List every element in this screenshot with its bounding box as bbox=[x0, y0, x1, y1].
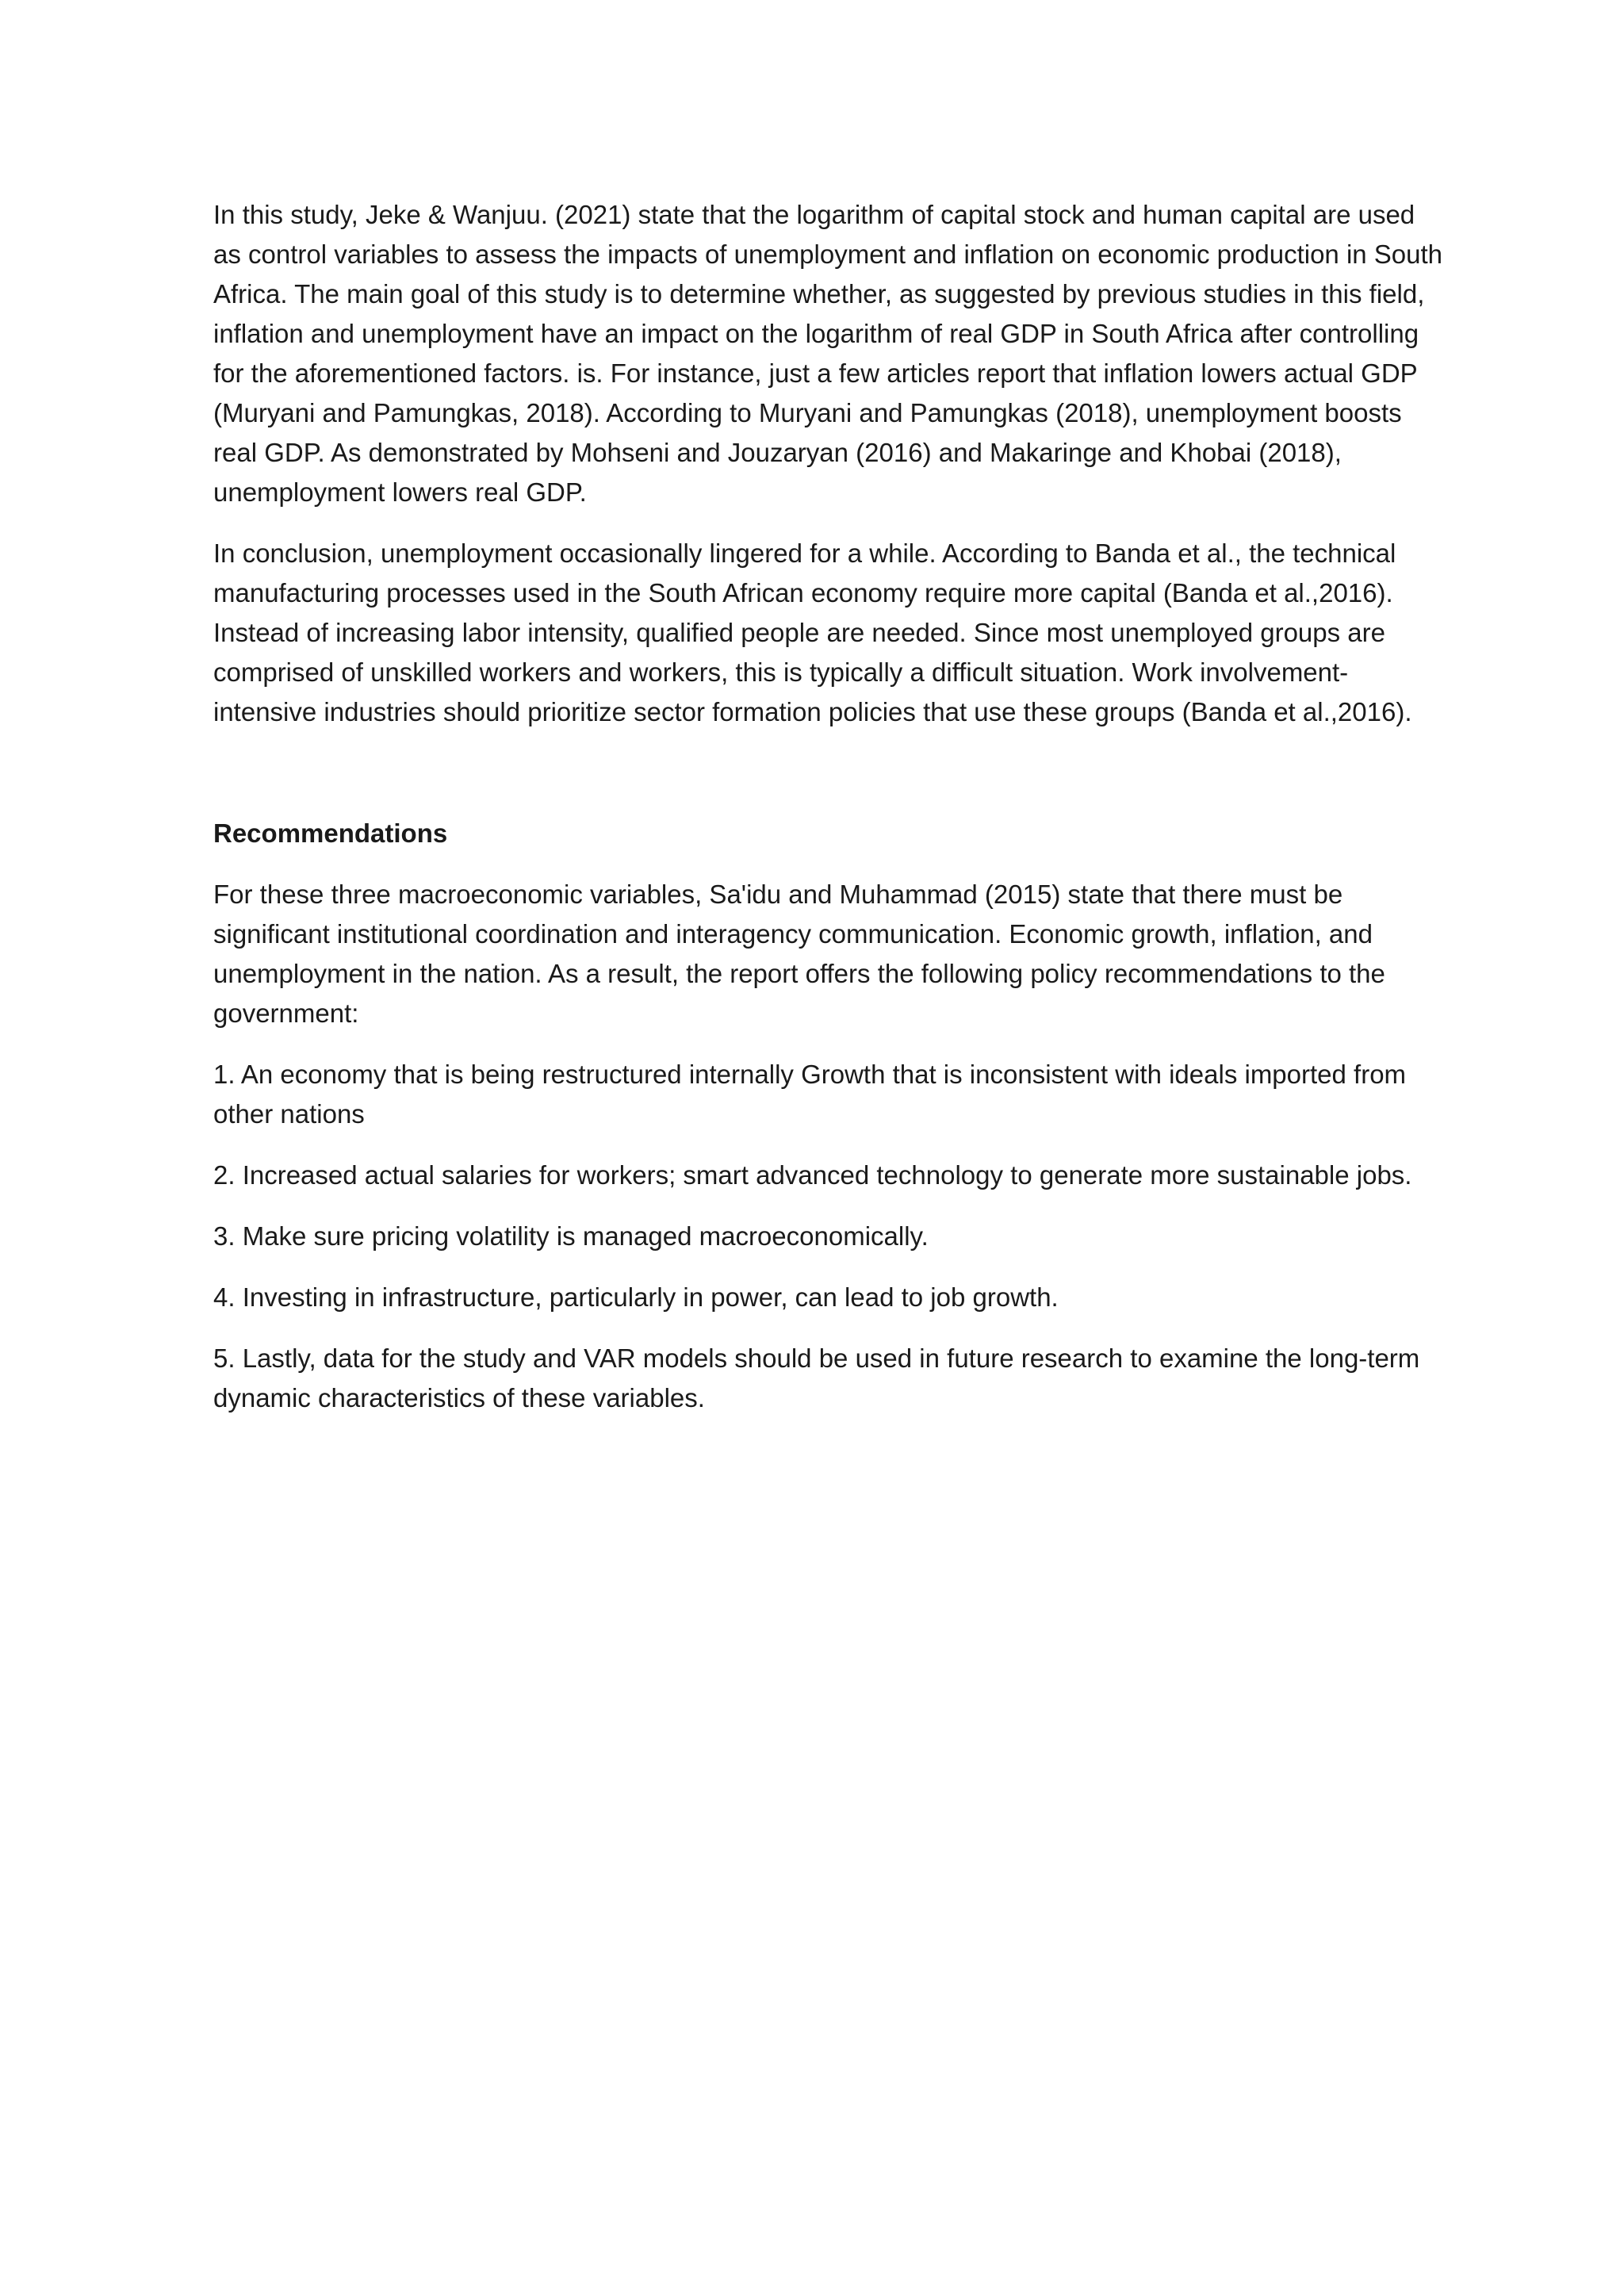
recommendation-item: 5. Lastly, data for the study and VAR models should be used in future research to examine the long-term dynamic characteristics of these variables. bbox=[213, 1343, 1420, 1412]
recommendation-item: 3. Make sure pricing volatility is managed macroeconomically. bbox=[213, 1221, 929, 1251]
document-body bbox=[213, 195, 1447, 1439]
section-heading: Recommendations bbox=[213, 818, 448, 848]
recommendation-item: 4. Investing in infrastructure, particularly in power, can lead to job growth. bbox=[213, 1282, 1059, 1312]
recommendation-item: 1. An economy that is being restructured internally Growth that is inconsistent with ideals imported from other nations bbox=[213, 1060, 1407, 1129]
recommendation-item: 2. Increased actual salaries for workers; smart advanced technology to generate more sustainable jobs. bbox=[213, 1160, 1412, 1190]
recommendations-intro: For these three macroeconomic variables, Sa'idu and Muhammad (2015) state that there must be significant institutional coordination and interagency communication. Economic growth, inflation, and unemployment in the nation. As a result, the report offers the following policy recommendations to the government: bbox=[213, 880, 1385, 1028]
body-paragraph: In this study, Jeke & Wanjuu. (2021) state that the logarithm of capital stock and human capital are used as control variables to assess the impacts of unemployment and inflation on economic production in South Africa. The main goal of this study is to determine whether, as suggested by previous studies in this field, inflation and unemployment have an impact on the logarithm of real GDP in South Africa after controlling for the aforementioned factors. is. For instance, just a few articles report that inflation lowers actual GDP (Muryani and Pamungkas, 2018). According to Muryani and Pamungkas (2018), unemployment boosts real GDP. As demonstrated by Mohseni and Jouzaryan (2016) and Makaringe and Khobai (2018), unemployment lowers real GDP. bbox=[213, 200, 1443, 507]
body-paragraph: In conclusion, unemployment occasionally lingered for a while. According to Banda et al., the technical manufacturing processes used in the South African economy require more capital (Banda et al.,2016). Instead of increasing labor intensity, qualified people are needed. Since most unemployed groups are comprised of unskilled workers and workers, this is typically a difficult situation. Work involvement-intensive industries should prioritize sector formation policies that use these groups (Banda et al.,2016). bbox=[213, 539, 1412, 726]
